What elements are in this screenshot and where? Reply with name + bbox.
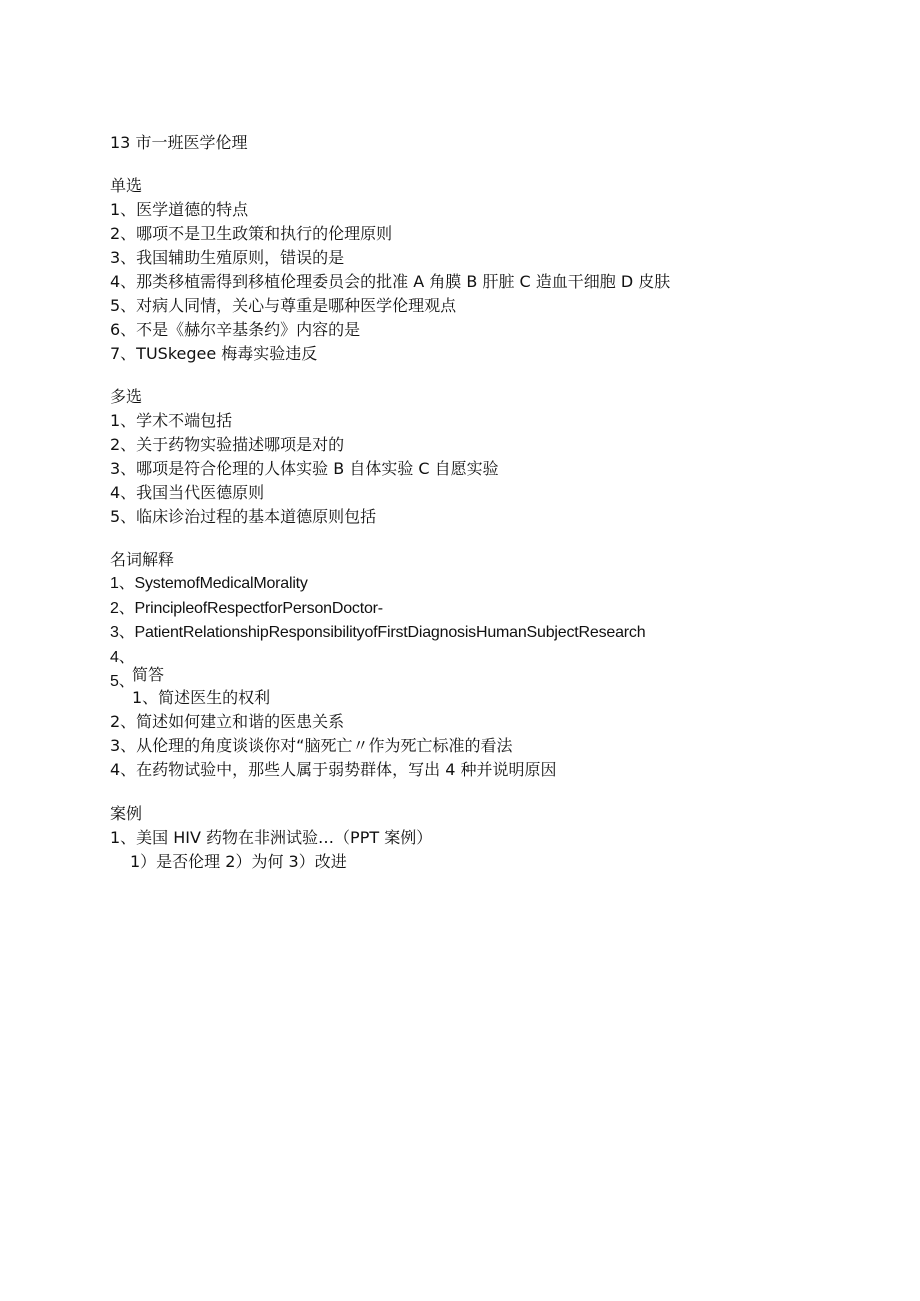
- short-answer-item: 3、从伦理的角度谈谈你对“脑死亡〃作为死亡标准的看法: [110, 736, 513, 755]
- short-answer-heading: 简答: [132, 665, 165, 684]
- short-answer-section: [110, 710, 557, 782]
- terms-item: [110, 596, 383, 620]
- terms-item-number: 4、: [110, 649, 135, 666]
- terms-item: 1、SystemofMedicalMorality: [110, 575, 308, 592]
- terms-item-text: PrincipleofRespectforPersonDoctor-: [134, 600, 383, 617]
- short-answer-item-text: 1、简述医生的权利: [132, 688, 271, 707]
- single-choice-section: [110, 174, 670, 366]
- single-choice-item: 4、那类移植需得到移植伦理委员会的批准 A 角膜 B 肝脏 C 造血干细胞 D 皮肤: [110, 272, 671, 291]
- single-choice-item: 5、对病人同情，关心与尊重是哪种医学伦理观点: [110, 296, 457, 315]
- multi-choice-item: 2、关于药物实验描述哪项是对的: [110, 435, 345, 454]
- terms-item-number: 2、: [110, 600, 135, 617]
- case-section: [110, 802, 432, 874]
- short-answer-item: 2、简述如何建立和谐的医患关系: [110, 712, 345, 731]
- terms-item-number: 5、: [110, 673, 135, 690]
- single-choice-item: 7、TUSkegee 梅毒实验违反: [110, 344, 318, 363]
- terms-item: [110, 620, 645, 644]
- case-subitem: 1）是否伦理 2）为何 3）改进: [130, 852, 347, 871]
- single-choice-item: 3、我国辅助生殖原则，错误的是: [110, 248, 345, 267]
- short-answer-item: [132, 686, 270, 710]
- multi-choice-section: [110, 385, 499, 529]
- document-title: 13 市一班医学伦理: [110, 133, 248, 152]
- terms-item-text: PatientRelationshipResponsibilityofFirstDiagnosisHumanSubjectResearch: [134, 624, 646, 641]
- multi-choice-item: 4、我国当代医德原则: [110, 483, 265, 502]
- short-answer-item: 4、在药物试验中，那些人属于弱势群体，写出 4 种并说明原因: [110, 760, 557, 779]
- single-choice-item: 1、医学道德的特点: [110, 200, 249, 219]
- single-choice-item: 6、不是《赫尔辛基条约》内容的是: [110, 320, 361, 339]
- terms-section: [110, 548, 308, 596]
- terms-item-number: 3、: [110, 624, 135, 641]
- multi-choice-item: 3、哪项是符合伦理的人体实验 B 自体实验 C 自愿实验: [110, 459, 499, 478]
- multi-choice-heading: 多选: [110, 387, 143, 406]
- single-choice-item: 2、哪项不是卫生政策和执行的伦理原则: [110, 224, 393, 243]
- single-choice-heading: 单选: [110, 176, 143, 195]
- multi-choice-item: 1、学术不端包括: [110, 411, 233, 430]
- case-heading: 案例: [110, 804, 143, 823]
- terms-heading: 名词解释: [110, 550, 175, 569]
- multi-choice-item: 5、临床诊治过程的基本道德原则包括: [110, 507, 377, 526]
- case-item: 1、美国 HIV 药物在非洲试验…（PPT 案例）: [110, 828, 433, 847]
